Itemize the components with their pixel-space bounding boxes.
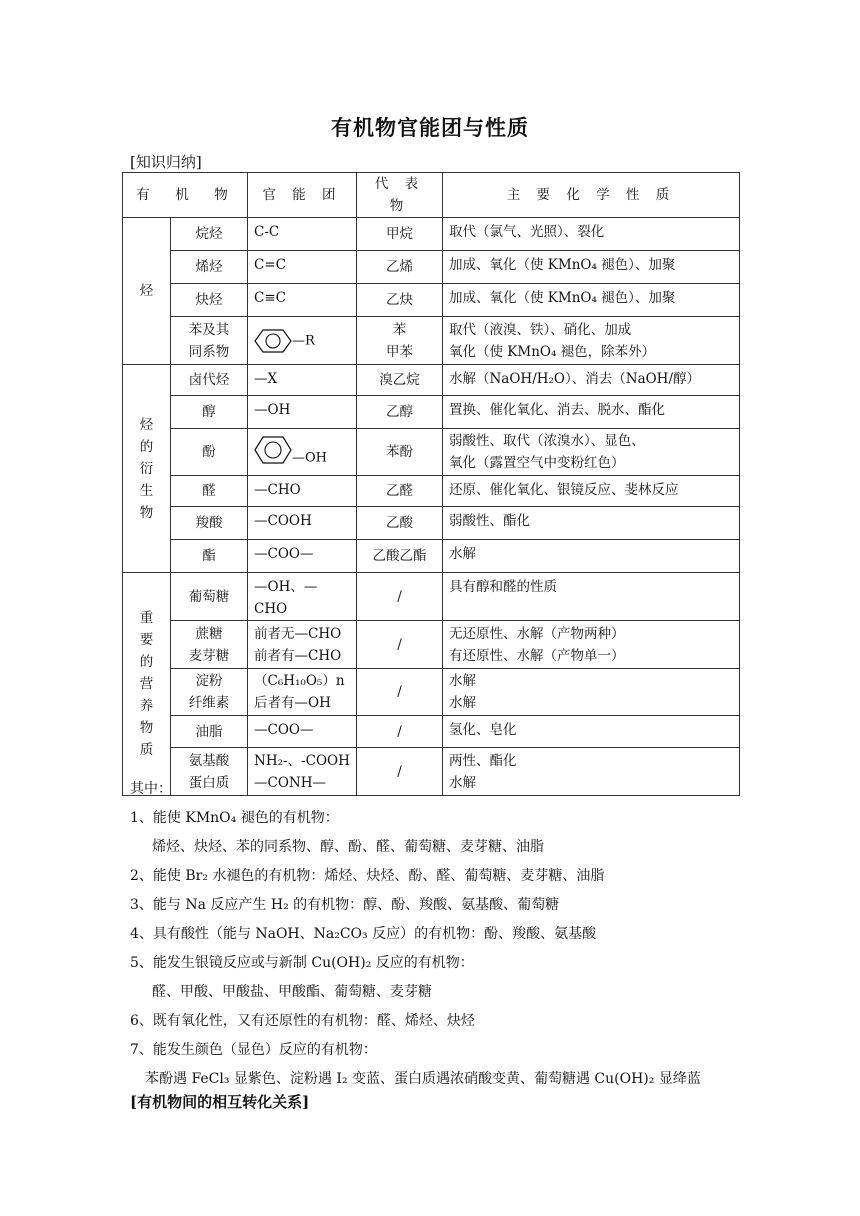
properties: 水解 水解 xyxy=(443,669,740,716)
table-row xyxy=(123,621,740,669)
properties: 加成、氧化（使 KMnO₄ 褪色）、加聚 xyxy=(443,251,740,284)
header-organic: 有 机 物 xyxy=(123,173,248,218)
properties: 氢化、皂化 xyxy=(443,716,740,748)
representative: 溴乙烷 xyxy=(357,365,443,396)
page-title: 有机物官能团与性质 xyxy=(331,116,529,140)
properties: 两性、酯化 水解 xyxy=(443,748,740,796)
functional-group: 前者无—CHO 前者有—CHO xyxy=(248,621,357,669)
table-row xyxy=(123,476,740,507)
note-item-6: 6、既有氧化性，又有还原性的有机物：醛、烯烃、炔烃 xyxy=(130,1013,475,1029)
compound-name: 氨基酸 蛋白质 xyxy=(171,748,248,796)
representative: 苯 甲苯 xyxy=(357,317,443,365)
properties: 弱酸性、取代（浓溴水）、显色、 氧化（露置空气中变粉红色） xyxy=(443,429,740,476)
properties: 取代（液溴、铁）、硝化、加成 氧化（使 KMnO₄ 褪色，除苯外） xyxy=(443,317,740,365)
compound-name: 烷烃 xyxy=(171,218,248,251)
functional-group: —COO— xyxy=(248,540,357,573)
properties: 水解（NaOH/H₂O）、消去（NaOH/醇） xyxy=(443,365,740,396)
section-heading-conversion: [有机物间的相互转化关系] xyxy=(130,1093,310,1111)
functional-group: —OH xyxy=(248,429,357,476)
representative: 苯酚 xyxy=(357,429,443,476)
representative: 乙烯 xyxy=(357,251,443,284)
table-row xyxy=(123,748,740,796)
note-item-4: 4、具有酸性（能与 NaOH、Na₂CO₃ 反应）的有机物：酚、羧酸、氨基酸 xyxy=(130,926,597,942)
note-item-2: 2、能使 Br₂ 水褪色的有机物：烯烃、炔烃、酚、醛、葡萄糖、麦芽糖、油脂 xyxy=(130,868,605,884)
representative: / xyxy=(357,716,443,748)
note-item-1-detail: 烯烃、炔烃、苯的同系物、醇、酚、醛、葡萄糖、麦芽糖、油脂 xyxy=(152,839,544,855)
functional-group: —R xyxy=(248,317,357,365)
benzene-ring-icon xyxy=(254,328,292,354)
compound-name: 酚 xyxy=(171,429,248,476)
section-heading-summary: [知识归纳] xyxy=(130,153,202,171)
properties: 具有醇和醛的性质 xyxy=(443,573,740,621)
table-row xyxy=(123,669,740,716)
table-row xyxy=(123,218,740,251)
table-row xyxy=(123,507,740,540)
properties: 取代（氯气、光照）、裂化 xyxy=(443,218,740,251)
table-row xyxy=(123,284,740,317)
representative: 乙酸 xyxy=(357,507,443,540)
functional-group: —COO— xyxy=(248,716,357,748)
properties: 弱酸性、酯化 xyxy=(443,507,740,540)
table-row xyxy=(123,540,740,573)
functional-group: C-C xyxy=(248,218,357,251)
functional-group: C≡C xyxy=(248,284,357,317)
representative: / xyxy=(357,621,443,669)
table-row xyxy=(123,317,740,365)
properties: 加成、氧化（使 KMnO₄ 褪色）、加聚 xyxy=(443,284,740,317)
category-nutrients: 重要的营养物质 xyxy=(123,573,171,796)
table-row xyxy=(123,429,740,476)
table-header-row xyxy=(123,173,740,218)
representative: / xyxy=(357,748,443,796)
functional-group: C=C xyxy=(248,251,357,284)
functional-group: —X xyxy=(248,365,357,396)
representative: 甲烷 xyxy=(357,218,443,251)
representative: 乙酸乙酯 xyxy=(357,540,443,573)
compound-name: 葡萄糖 xyxy=(171,573,248,621)
compound-name: 卤代烃 xyxy=(171,365,248,396)
functional-group-table xyxy=(122,172,740,796)
representative: 乙炔 xyxy=(357,284,443,317)
properties: 无还原性、水解（产物两种） 有还原性、水解（产物单一） xyxy=(443,621,740,669)
functional-group: —CHO xyxy=(248,476,357,507)
header-properties: 主 要 化 学 性 质 xyxy=(443,173,740,218)
table-row xyxy=(123,365,740,396)
compound-name: 淀粉 纤维素 xyxy=(171,669,248,716)
category-hydrocarbon: 烃 xyxy=(123,218,171,365)
table-row xyxy=(123,251,740,284)
functional-group: —OH、—CHO xyxy=(248,573,357,621)
compound-name: 醇 xyxy=(171,396,248,429)
note-item-7-detail: 苯酚遇 FeCl₃ 显紫色、淀粉遇 I₂ 变蓝、蛋白质遇浓硝酸变黄、葡萄糖遇 Cu(OH)₂ 显绛蓝 xyxy=(145,1071,701,1087)
note-item-1: 1、能使 KMnO₄ 褪色的有机物： xyxy=(130,810,339,826)
compound-name: 苯及其 同系物 xyxy=(171,317,248,365)
note-item-5: 5、能发生银镜反应或与新制 Cu(OH)₂ 反应的有机物： xyxy=(130,955,474,971)
note-item-3: 3、能与 Na 反应产生 H₂ 的有机物：醇、酚、羧酸、氨基酸、葡萄糖 xyxy=(130,897,560,913)
functional-group: （C₆H₁₀O₅）n 后者有—OH xyxy=(248,669,357,716)
table-row xyxy=(123,716,740,748)
compound-name: 炔烃 xyxy=(171,284,248,317)
functional-group: NH₂-、-COOH —CONH— xyxy=(248,748,357,796)
functional-group: —COOH xyxy=(248,507,357,540)
properties: 水解 xyxy=(443,540,740,573)
compound-name: 羧酸 xyxy=(171,507,248,540)
compound-name: 油脂 xyxy=(171,716,248,748)
representative: 乙醛 xyxy=(357,476,443,507)
functional-group: —OH xyxy=(248,396,357,429)
representative: 乙醇 xyxy=(357,396,443,429)
category-hydrocarbon-derivatives: 烃的衍生物 xyxy=(123,365,171,573)
header-functional-group: 官 能 团 xyxy=(248,173,357,218)
representative: / xyxy=(357,669,443,716)
header-representative: 代 表 物 xyxy=(357,173,443,218)
compound-name: 酯 xyxy=(171,540,248,573)
notes-intro: 其中： xyxy=(130,781,172,797)
table-row xyxy=(123,573,740,621)
properties: 还原、催化氧化、银镜反应、斐林反应 xyxy=(443,476,740,507)
phenol-ring-icon xyxy=(254,435,292,465)
compound-name: 烯烃 xyxy=(171,251,248,284)
note-item-7: 7、能发生颜色（显色）反应的有机物： xyxy=(130,1042,377,1058)
table-row xyxy=(123,396,740,429)
properties: 置换、催化氧化、消去、脱水、酯化 xyxy=(443,396,740,429)
compound-name: 醛 xyxy=(171,476,248,507)
representative: / xyxy=(357,573,443,621)
compound-name: 蔗糖 麦芽糖 xyxy=(171,621,248,669)
note-item-5-detail: 醛、甲酸、甲酸盐、甲酸酯、葡萄糖、麦芽糖 xyxy=(152,984,432,1000)
